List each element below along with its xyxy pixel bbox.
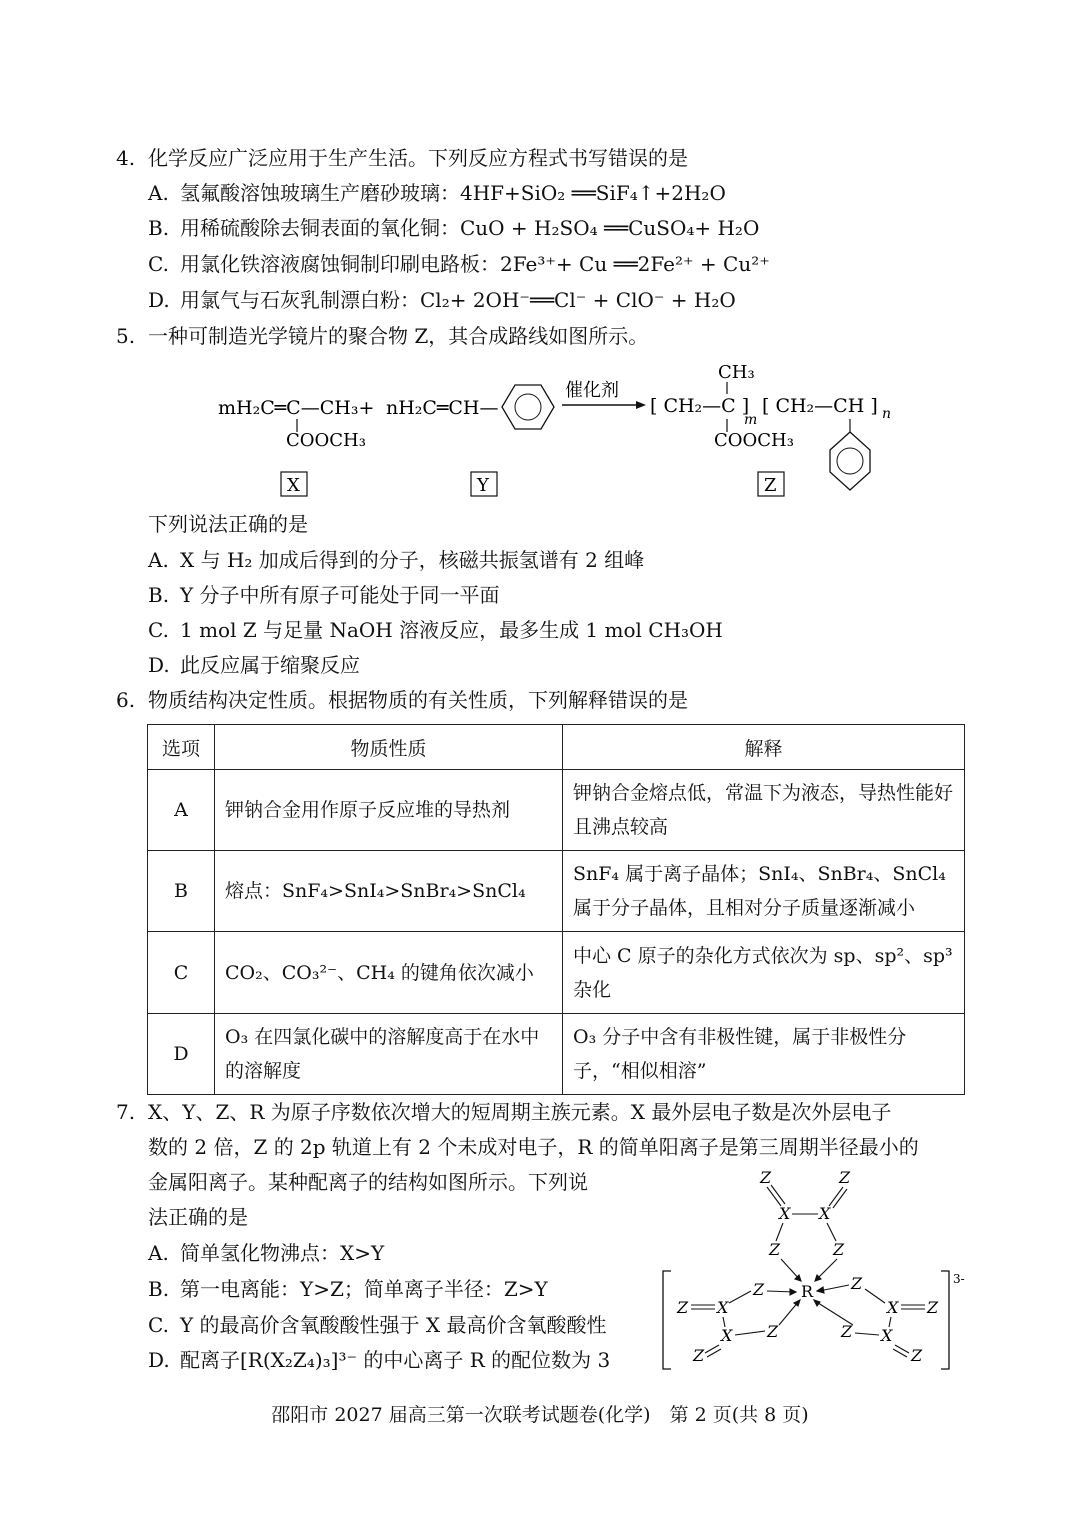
q7-option-d: D. 配离子[R(X₂Z₄)₃]³⁻ 的中心离子 R 的配位数为 3	[148, 1348, 611, 1372]
svg-text:Z: Z	[927, 1298, 939, 1317]
q5-option-b: B. Y 分子中所有原子可能处于同一平面	[148, 583, 500, 607]
table-header-row	[148, 725, 965, 770]
table-row: B 熔点：SnF₄>SnI₄>SnBr₄>SnCl₄ SnF₄ 属于离子晶体；SnI₄、SnBr₄、SnCl₄ 属于分子晶体，且相对分子质量逐渐减小	[148, 851, 965, 932]
svg-text:Z: Z	[851, 1274, 863, 1293]
reactant-y-formula: nH₂C═CH—	[386, 397, 499, 419]
q4-number: 4.	[116, 146, 136, 170]
q4-option-b: B. 用稀硫酸除去铜表面的氧化铜：CuO + H₂SO₄ ══CuSO₄+ H₂O	[148, 216, 760, 240]
q5-option-d: D. 此反应属于缩聚反应	[148, 653, 360, 677]
product-subscript-n: n	[882, 406, 892, 422]
header-option: 选项	[148, 725, 215, 770]
complex-ion-structure	[655, 1165, 975, 1375]
svg-text:Z: Z	[841, 1322, 853, 1341]
left-bracket	[663, 1271, 671, 1369]
q4-option-c: C. 用氯化铁溶液腐蚀铜制印刷电路板：2Fe³⁺+ Cu ══2Fe²⁺ + Cu²⁺	[148, 252, 770, 276]
product-subscript-m: m	[744, 412, 758, 428]
svg-text:X: X	[887, 1298, 899, 1317]
product-unit-2: [ CH₂—CH ]	[762, 395, 878, 417]
svg-text:Z: Z	[693, 1346, 705, 1365]
svg-text:X: X	[881, 1326, 893, 1345]
svg-text:Z: Z	[911, 1346, 923, 1365]
svg-text:X: X	[721, 1326, 733, 1345]
q7-stem-line-2: 数的 2 倍，Z 的 2p 轨道上有 2 个未成对电子，R 的简单阳离子是第三周期半径最小的	[148, 1135, 919, 1159]
product-benzene-ring-icon	[830, 432, 870, 490]
q7-stem-line-4: 法正确的是	[148, 1205, 248, 1229]
svg-text:Z: Z	[677, 1298, 689, 1317]
center-ion-r: R	[801, 1282, 814, 1301]
svg-text:Z: Z	[767, 1322, 779, 1341]
q5-option-c: C. 1 mol Z 与足量 NaOH 溶液反应，最多生成 1 mol CH₃OH	[148, 618, 723, 642]
q4-stem-line	[116, 144, 688, 172]
q5-option-a: A. X 与 H₂ 加成后得到的分子，核磁共振氢谱有 2 组峰	[148, 548, 645, 572]
page-footer: 邵阳市 2027 届高三第一次联考试题卷(化学) 第 2 页(共 8 页)	[271, 1404, 809, 1426]
svg-text:X: X	[287, 475, 300, 496]
q4-option-d: D. 用氯气与石灰乳制漂白粉：Cl₂+ 2OH⁻══Cl⁻ + ClO⁻ + H₂O	[148, 288, 736, 312]
q5-stem-line	[116, 322, 648, 350]
q6-stem: 物质结构决定性质。根据物质的有关性质，下列解释错误的是	[148, 688, 688, 712]
q7-option-a: A. 简单氢化物沸点：X>Y	[148, 1241, 385, 1265]
svg-text:X: X	[779, 1204, 791, 1223]
svg-text:Y: Y	[477, 475, 489, 496]
q5-reaction-scheme	[210, 352, 910, 504]
q5-number: 5.	[116, 324, 136, 348]
table-row: A 钾钠合金用作原子反应堆的导热剂 钾钠合金熔点低，常温下为液态，导热性能好且沸点较高	[148, 770, 965, 851]
right-bracket	[941, 1271, 949, 1369]
q4-stem: 化学反应广泛应用于生产生活。下列反应方程式书写错误的是	[148, 146, 688, 170]
q4-option-a: A. 氢氟酸溶蚀玻璃生产磨砂玻璃：4HF+SiO₂ ══SiF₄↑+2H₂O	[148, 181, 726, 205]
complex-ion-atoms	[676, 1168, 939, 1365]
q7-number: 7.	[116, 1100, 136, 1124]
q6-table	[147, 724, 965, 1095]
svg-text:Z: Z	[839, 1168, 851, 1187]
product-ester: COOCH₃	[714, 430, 794, 451]
product-unit-1: [ CH₂—C ]	[650, 395, 750, 417]
svg-text:X: X	[819, 1204, 831, 1223]
q5-prompt: 下列说法正确的是	[148, 512, 308, 536]
q5-stem: 一种可制造光学镜片的聚合物 Z，其合成路线如图所示。	[148, 324, 649, 348]
svg-text:X: X	[717, 1298, 729, 1317]
product-methyl: CH₃	[718, 362, 755, 383]
reactant-x-formula: mH₂C═C—CH₃+	[218, 397, 375, 419]
q7-stem-line-1: 7. X、Y、Z、R 为原子序数依次增大的短周期主族元素。X 最外层电子数是次外层电子	[116, 1100, 892, 1124]
table-row: C CO₂、CO₃²⁻、CH₄ 的键角依次减小 中心 C 原子的杂化方式依次为 sp、sp²、sp³ 杂化	[148, 932, 965, 1014]
svg-text:Z: Z	[833, 1240, 845, 1259]
ion-charge: 3-	[953, 1272, 965, 1286]
svg-text:Z: Z	[764, 475, 777, 496]
reactant-x-ester: COOCH₃	[286, 430, 366, 451]
q6-number: 6.	[116, 688, 136, 712]
svg-text:Z: Z	[753, 1280, 765, 1299]
header-property: 物质性质	[215, 725, 563, 770]
header-explanation: 解释	[563, 725, 965, 770]
q6-stem-line	[116, 686, 688, 714]
svg-text:Z: Z	[769, 1240, 781, 1259]
q7-option-c: C. Y 的最高价含氧酸酸性强于 X 最高价含氧酸酸性	[148, 1313, 607, 1337]
table-row: D O₃ 在四氯化碳中的溶解度高于在水中的溶解度 O₃ 分子中含有非极性键，属于非极性分子，“相似相溶”	[148, 1014, 965, 1095]
svg-text:Z: Z	[760, 1168, 772, 1187]
catalyst-label: 催化剂	[565, 380, 619, 401]
q7-option-b: B. 第一电离能：Y>Z；简单离子半径：Z>Y	[148, 1277, 548, 1301]
benzene-ring-icon	[502, 385, 554, 429]
q7-stem-line-3: 金属阳离子。某种配离子的结构如图所示。下列说	[148, 1170, 588, 1194]
